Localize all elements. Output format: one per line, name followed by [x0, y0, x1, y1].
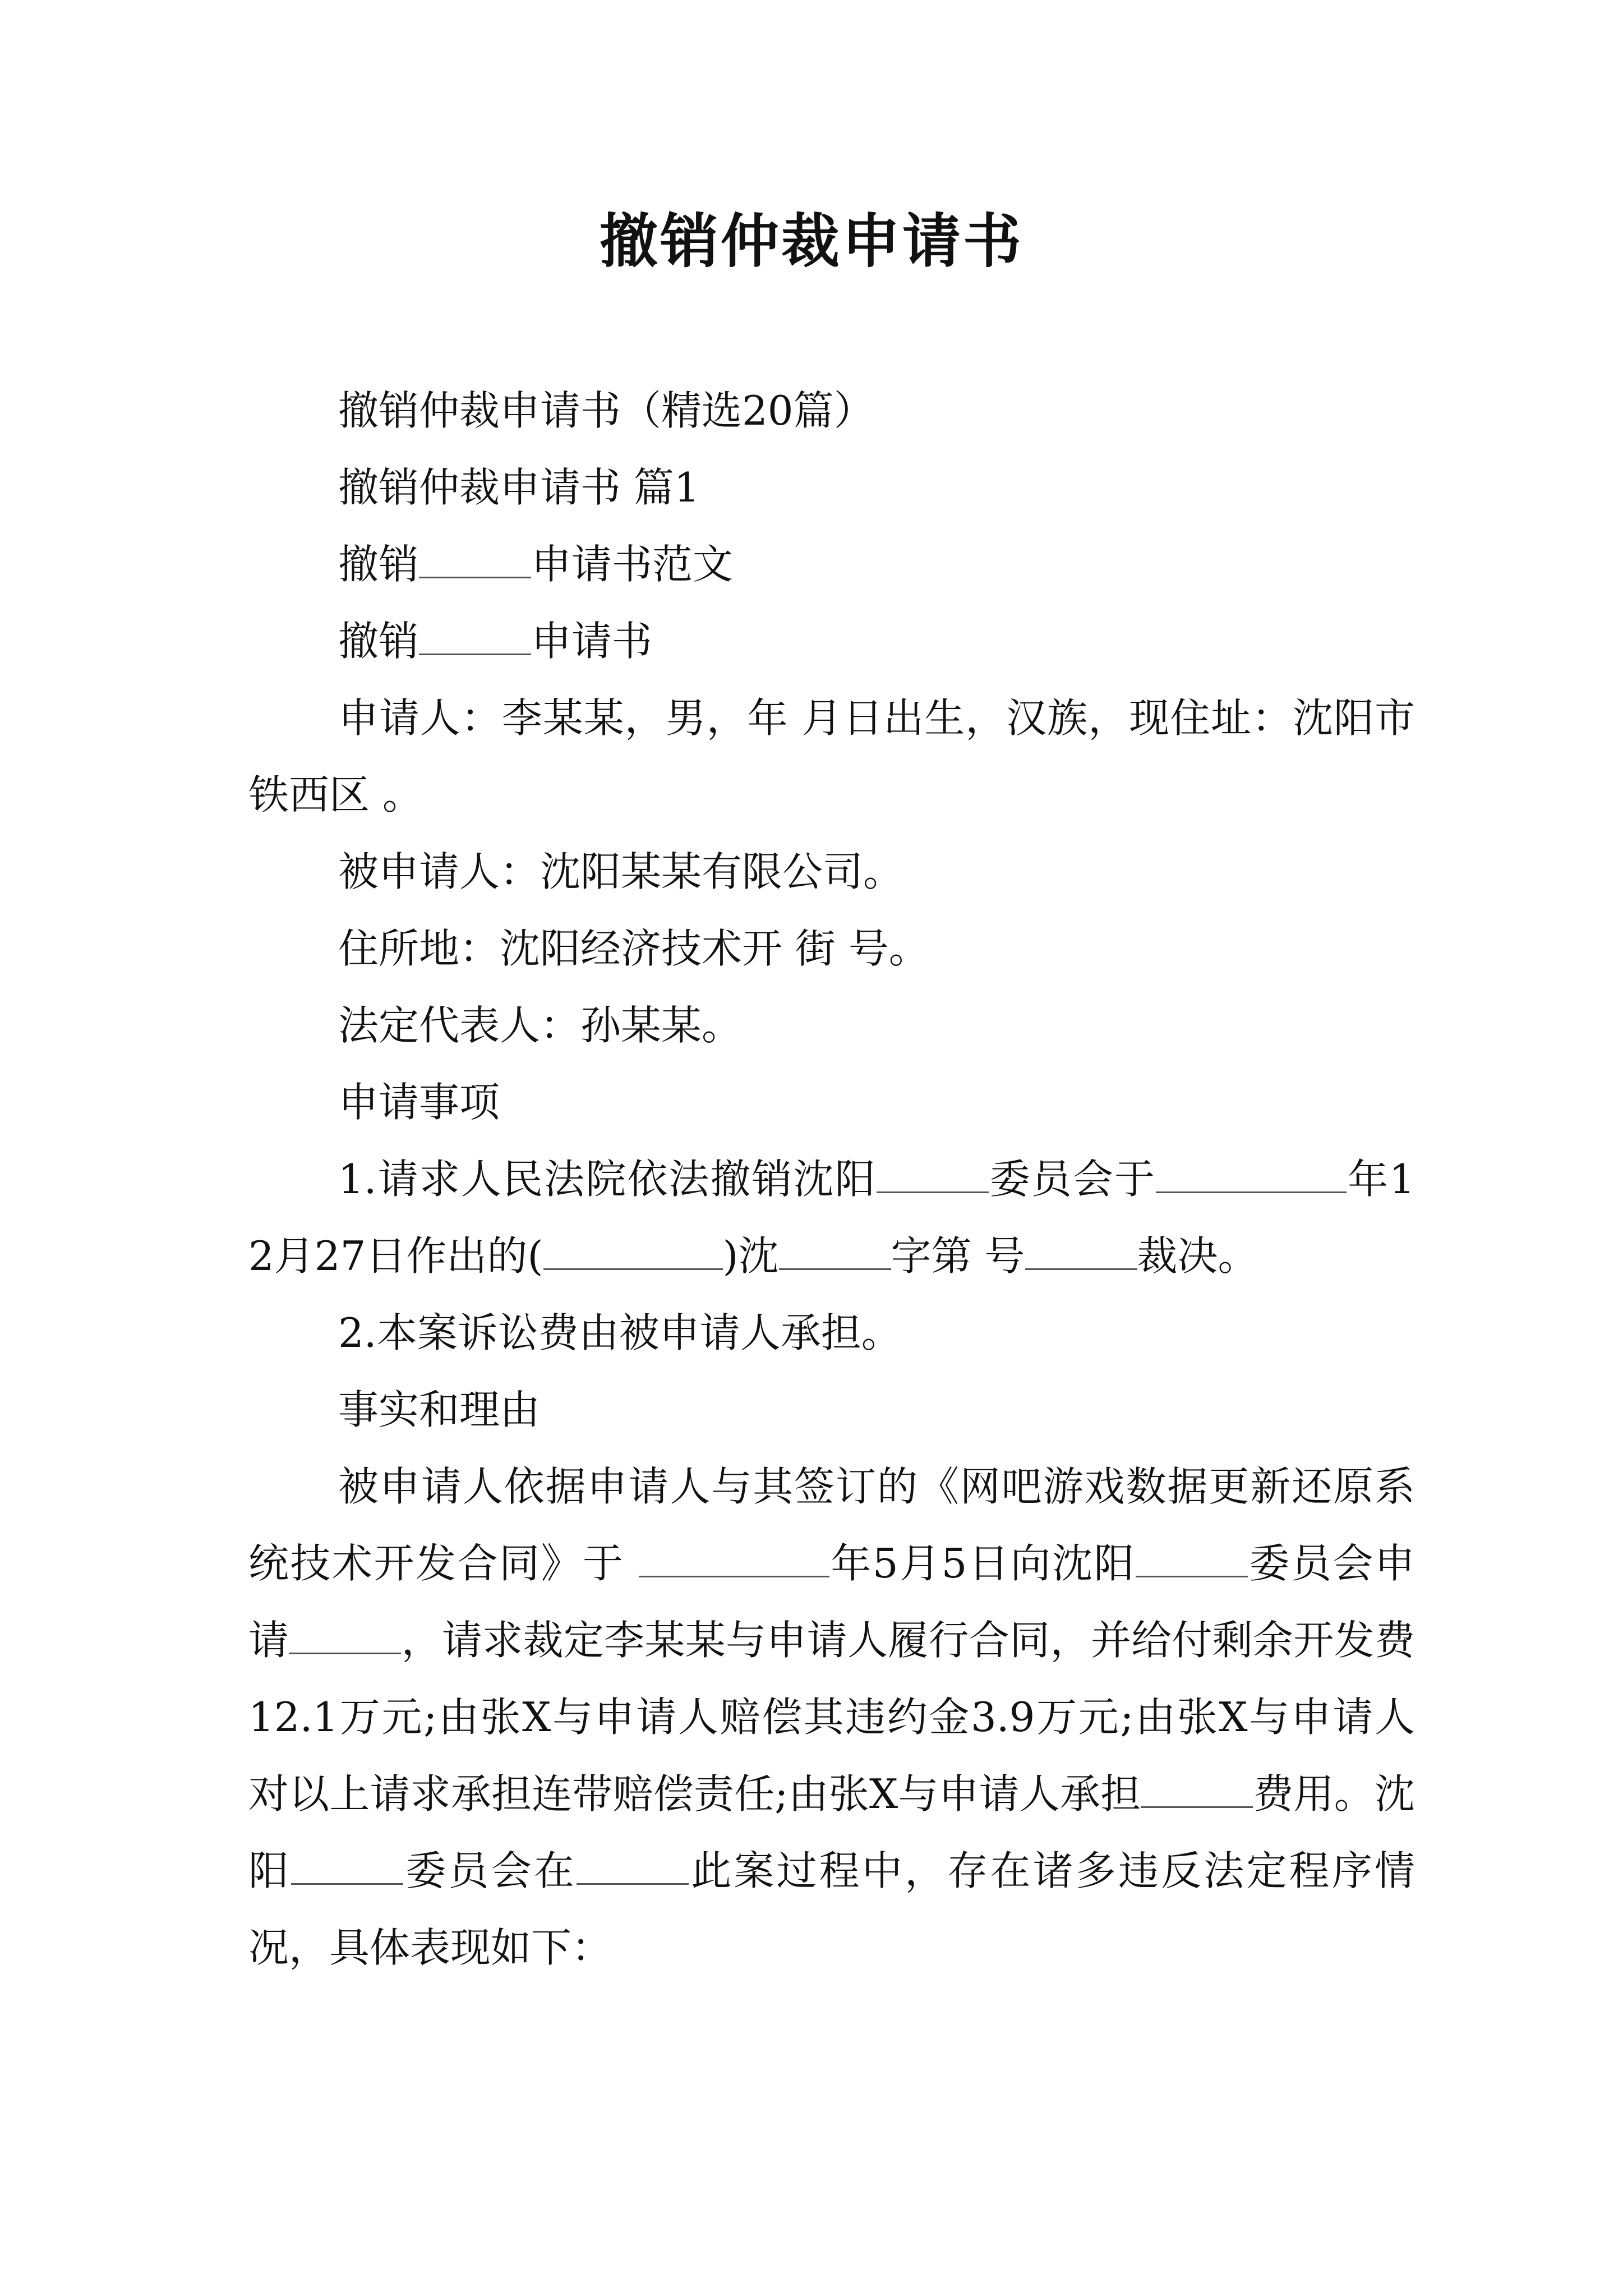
- blank-line: [1136, 1538, 1248, 1577]
- paragraph-address: 住所地：沈阳经济技术开 街 号。: [338, 925, 929, 972]
- paragraph-respondent: 被申请人：沈阳某某有限公司。: [338, 848, 904, 895]
- paragraph-request-1: [248, 1141, 1415, 1295]
- blank-line: [779, 1230, 891, 1270]
- text-fragment: )沈: [722, 1232, 779, 1280]
- paragraph-requests-heading: 申请事项: [338, 1079, 500, 1126]
- text-fragment: 裁决。: [1137, 1232, 1258, 1280]
- blank-line: [877, 1153, 989, 1193]
- text-fragment: 委员会在: [403, 1847, 577, 1894]
- paragraph-section-heading: 撤销仲裁申请书 篇1: [338, 464, 700, 511]
- text-fragment: 委员会于: [988, 1156, 1156, 1203]
- paragraph-facts-body: [248, 1448, 1415, 1986]
- document-body: [248, 372, 1415, 1986]
- text-fragment: 申请书: [531, 618, 653, 665]
- paragraph-form-title: [248, 603, 1415, 680]
- text-fragment: 此案过程中，存在诸多违反法定程序情况，具体表现如下：: [248, 1847, 1415, 1971]
- text-fragment: 字第 号: [891, 1232, 1025, 1280]
- blank-line: [419, 615, 531, 655]
- paragraph-sample-title: [248, 526, 1415, 603]
- paragraph-legal-rep: 法定代表人：孙某某。: [338, 1002, 743, 1049]
- blank-line: [1141, 1768, 1253, 1808]
- text-fragment: ，请求裁定李某某与申请人履行合同，并给付剩余开发费12.1万元;由张X与申请人赔偿其违约金3.9万元;由张X与申请人对以上请求承担连带赔偿责任;由张X与申请人承担: [248, 1617, 1415, 1818]
- blank-line: [419, 539, 531, 578]
- text-fragment: 撤销: [338, 618, 419, 665]
- text-fragment: 费用。沈阳: [248, 1770, 1415, 1894]
- paragraph-applicant: 申请人：李某某，男，年 月日出生，汉族，现住址：沈阳市铁西区 。: [248, 694, 1415, 818]
- paragraph-facts-heading: 事实和理由: [338, 1386, 541, 1433]
- text-fragment: 1.请求人民法院依法撤销沈阳: [338, 1156, 877, 1203]
- paragraph-subtitle: 撤销仲裁申请书（精选20篇）: [338, 387, 874, 434]
- blank-line: [577, 1845, 689, 1885]
- blank-line: [291, 1845, 403, 1885]
- text-fragment: 撤销: [338, 541, 419, 588]
- blank-line: [1025, 1230, 1137, 1270]
- blank-line: [1156, 1153, 1347, 1193]
- blank-line: [289, 1614, 401, 1654]
- document-title: 撤销仲裁申请书: [599, 207, 1023, 275]
- text-fragment: 委员会申请: [248, 1540, 1415, 1664]
- blank-line: [639, 1538, 829, 1577]
- paragraph-request-2: 2.本案诉讼费由被申请人承担。: [338, 1309, 902, 1356]
- text-fragment: 被申请人依据申请人与其签订的《网吧游戏数据更新还原系统技术开发合同》于: [248, 1463, 1415, 1587]
- blank-line: [543, 1230, 723, 1270]
- text-fragment: 申请书范文: [531, 541, 734, 588]
- text-fragment: 年12月27日作出的(: [248, 1156, 1415, 1280]
- text-fragment: 年5月5日向沈阳: [829, 1540, 1136, 1587]
